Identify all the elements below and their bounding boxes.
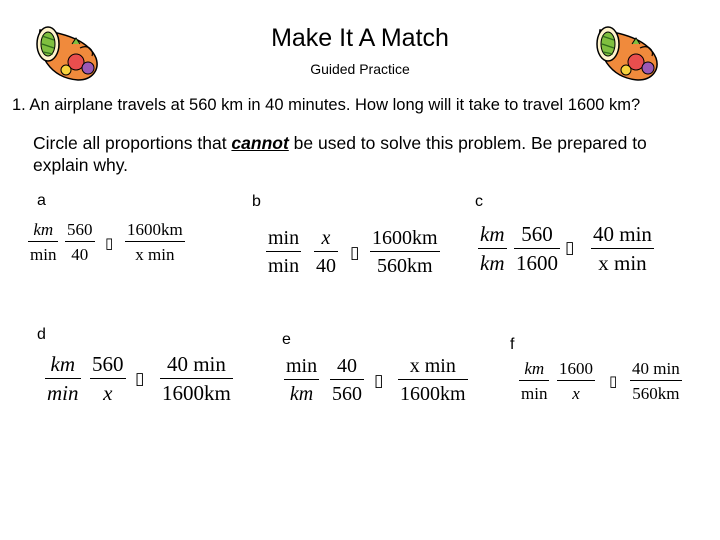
missing-glyph-box: ▯ [565,238,575,258]
fraction [45,354,81,404]
denominator: x min [598,251,647,275]
page-subtitle: Guided Practice [310,61,410,77]
denominator: min [47,381,79,405]
missing-glyph-box: ▯ [350,243,360,263]
missing-glyph-box: ▯ [374,371,384,391]
numerator: 40 min [593,222,652,246]
fraction [65,221,95,263]
denominator: x [572,384,580,403]
instruction-after: be used to solve this problem. Be prepared to explain why. [33,133,647,175]
denominator: min [30,245,57,264]
missing-glyph-box: ▯ [609,372,618,390]
fraction [630,360,682,402]
denominator: 1600km [162,381,231,405]
denominator: min [521,384,548,403]
fraction [478,224,507,274]
numerator: km [480,222,505,246]
fraction [591,224,654,274]
numerator: 560 [92,352,124,376]
option-label: b [252,193,261,210]
option-label: f [510,336,515,353]
fraction [125,221,185,263]
denominator: km [480,251,505,275]
fraction [160,354,233,404]
denominator: x min [135,245,175,264]
option-label: c [475,193,483,210]
fraction [330,356,364,404]
fraction [514,224,560,274]
fraction [284,356,319,404]
instruction-emphasis: cannot [231,133,289,153]
option-label: a [37,192,46,209]
option-label: d [37,326,46,343]
numerator: 1600 [559,359,593,378]
denominator: 40 [316,255,336,277]
denominator: 1600km [400,383,466,405]
option-label: e [282,331,291,348]
instruction-text [33,132,673,176]
instruction-before: Circle all proportions that [33,133,232,153]
numerator: 40 [337,355,357,377]
denominator: min [268,255,300,277]
fraction [398,356,468,404]
fraction [266,228,301,276]
missing-glyph-box: ▯ [105,234,114,252]
fraction [519,360,549,402]
page-title: Make It A Match [271,24,449,52]
denominator: 560km [632,384,680,403]
numerator: min [268,227,300,249]
fraction [314,228,338,276]
problem-statement: 1. An airplane travels at 560 km in 40 minutes. How long will it take to travel 1600 km? [12,96,641,114]
denominator: 560km [377,255,433,277]
fraction [90,354,126,404]
numerator: 1600km [127,220,183,239]
numerator: x [321,227,331,249]
denominator: 40 [71,245,89,264]
denominator: 560 [332,383,362,405]
fraction [28,221,58,263]
numerator: x min [409,355,456,377]
numerator: km [524,359,545,378]
denominator: x [103,381,113,405]
numerator: 1600km [372,227,438,249]
denominator: km [289,383,314,405]
denominator: 1600 [516,251,558,275]
fraction [557,360,595,402]
numerator: min [286,355,318,377]
fraction [370,228,440,276]
numerator: 560 [67,220,93,239]
numerator: 40 min [632,359,680,378]
numerator: 40 min [166,352,226,376]
numerator: 560 [521,222,553,246]
numerator: km [33,220,54,239]
missing-glyph-box: ▯ [135,369,145,389]
numerator: km [50,352,75,376]
